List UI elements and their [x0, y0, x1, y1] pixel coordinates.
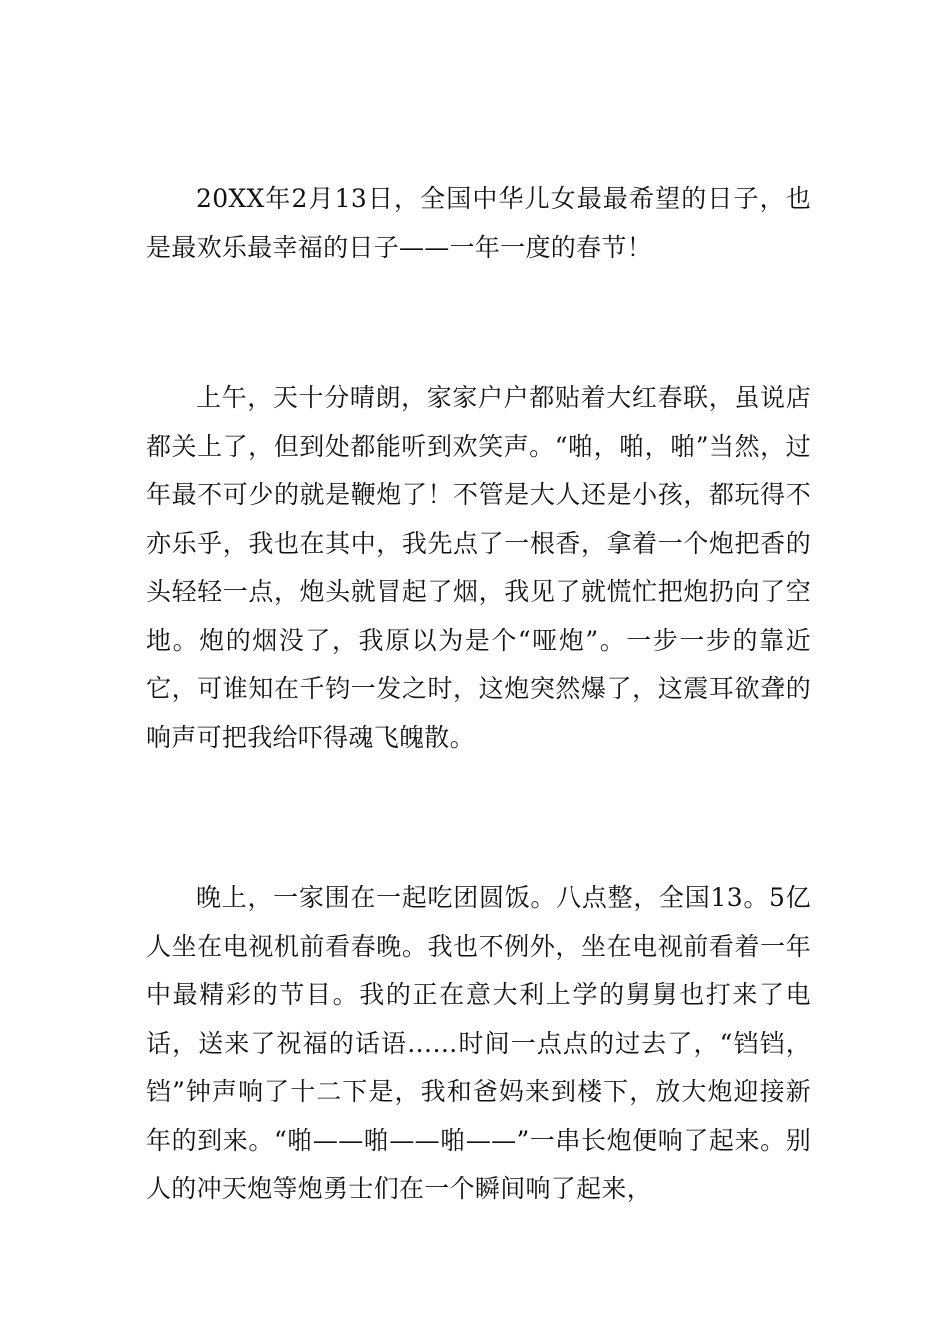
paragraph-morning-firecrackers: 上午，天十分晴朗，家家户户都贴着大红春联，虽说店都关上了，但到处都能听到欢笑声。“啪，啪，啪”当然，过年最不可少的就是鞭炮了！不管是大人还是小孩，都玩得不亦乐乎，我也在其中，我先点了一根香，拿着一个炮把香的头轻轻一点，炮头就冒起了烟，我见了就慌忙把炮扔向了空地。炮的烟没了，我原以为是个“哑炮”。一步一步的靠近它，可谁知在千钧一发之时，这炮突然爆了，这震耳欲聋的响声可把我给吓得魂飞魄散。	[146, 383, 811, 752]
paragraph-spring-festival-date: 20XX年2月13日，全国中华儿女最最希望的日子，也是最欢乐最幸福的日子——一年一度的春节！	[146, 184, 811, 262]
paragraph-evening-reunion: 晚上，一家围在一起吃团圆饭。八点整，全国13。5亿人坐在电视机前看春晚。我也不例外，坐在电视前看着一年中最精彩的节目。我的正在意大利上学的舅舅也打来了电话，送来了祝福的话语……时间一点点的过去了，“铛铛，铛”钟声响了十二下是，我和爸妈来到楼下，放大炮迎接新年的到来。“啪——啪——啪——”一串长炮便响了起来。别人的冲天炮等炮勇士们在一个瞬间响了起来，	[146, 883, 811, 1203]
